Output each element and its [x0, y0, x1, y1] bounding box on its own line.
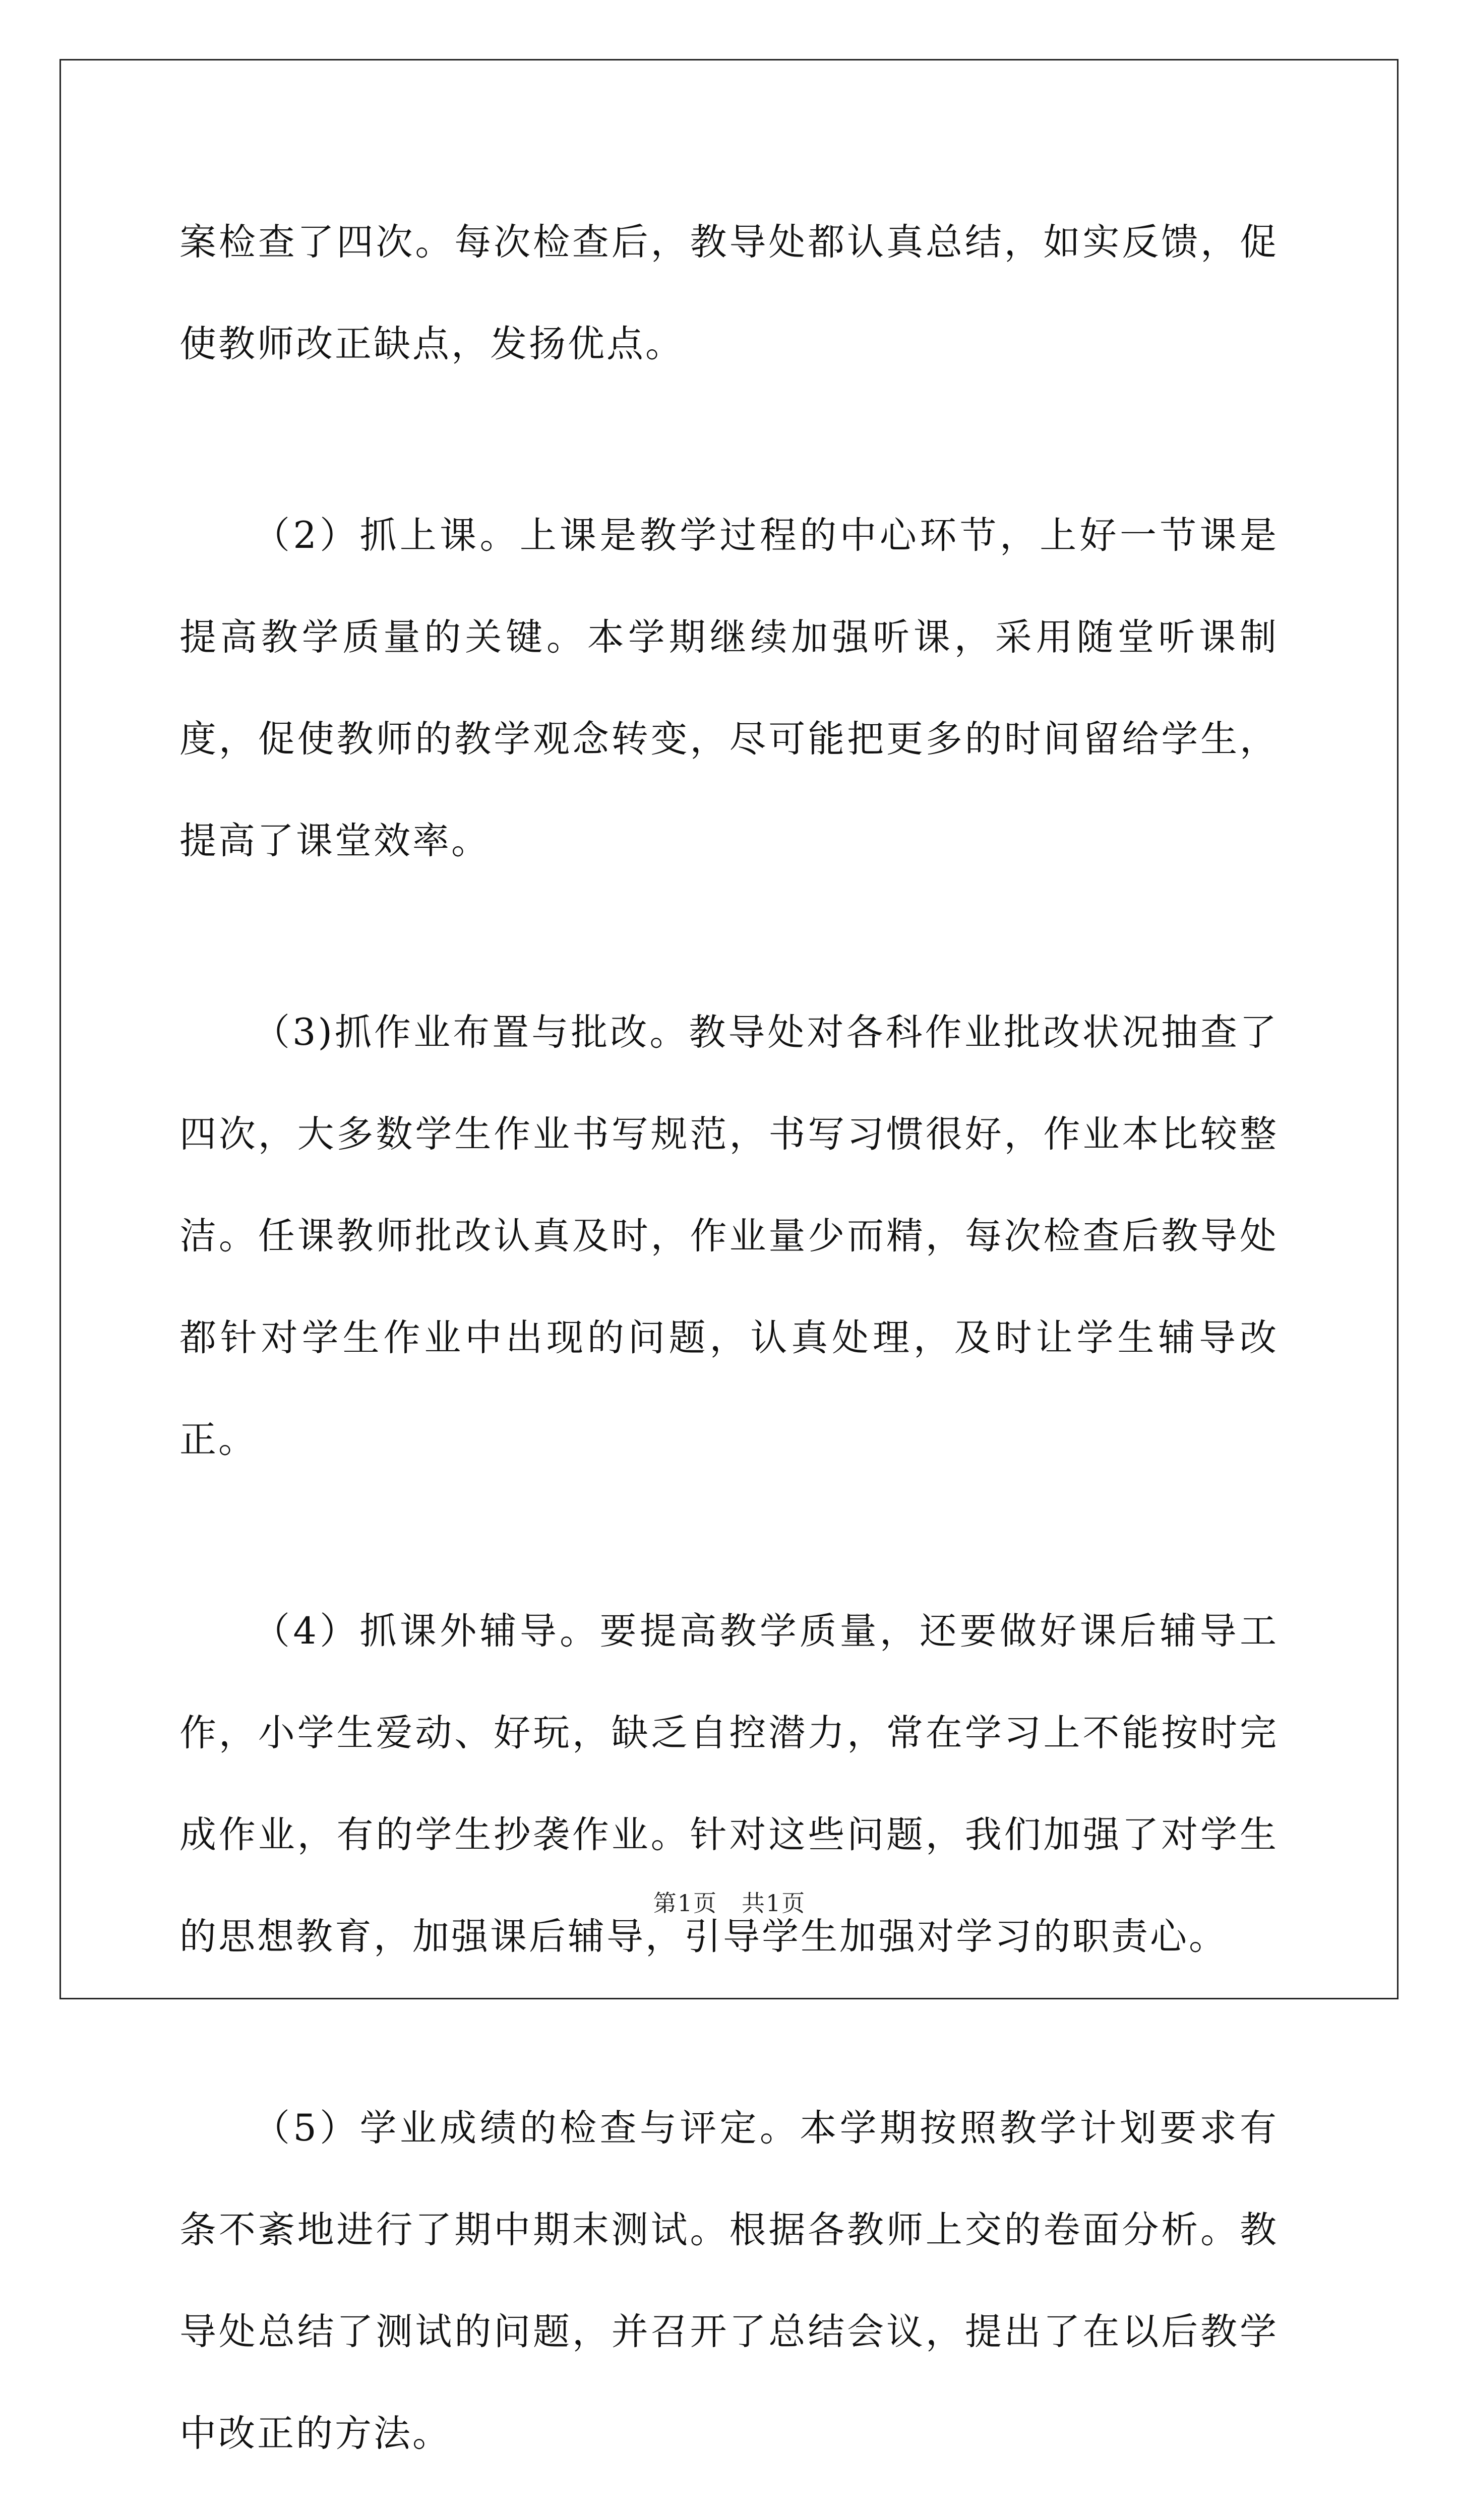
paragraph-item-5: （5）学业成绩的检查与评定。本学期按照教学计划要求有条不紊地进行了期中期末测试。根据各教师上交的卷面分析。教导处总结了测试的问题，并召开了总结会议，提出了在以后教学中改正的方法。	[179, 2107, 1279, 2455]
paragraph-item-4: （4）抓课外辅导。要提高教学质量，还要做好课后辅导工作，小学生爱动、好玩，缺乏自控潜力，常在学习上不能按时完成作业，有的学生抄袭作业。针对这些问题，我们加强了对学生的思想教育，加强课后辅导，引导学生加强对学习的职责心。	[179, 1610, 1279, 1958]
paragraph-item-3: （3)抓作业布置与批改。教导处对各科作业批改状况抽查了四次，大多数学生作业书写规范，书写习惯很好，作业本比较整洁。任课教师批改认真及时，作业量少而精，每次检查后教导处都针对学生作业中出现的问题，认真处理，及时让学生辅导改正。	[179, 1011, 1279, 1461]
page-footer: 第1页 共1页	[653, 1889, 806, 1917]
document-body	[179, 192, 1279, 2520]
paragraph-item-2: （2）抓上课。上课是教学过程的中心环节，上好一节课是提高教学质量的关键。本学期继续加强听课，采用随堂听课制度，促使教师的教学观念转变，尽可能把更多的时间留给学生，提高了课堂效率。	[179, 514, 1279, 862]
paragraph-continuation: 案检查了四次。每次检查后，教导处都认真总结，如实反馈，促使教师改正缺点，发扬优点。	[179, 221, 1279, 365]
